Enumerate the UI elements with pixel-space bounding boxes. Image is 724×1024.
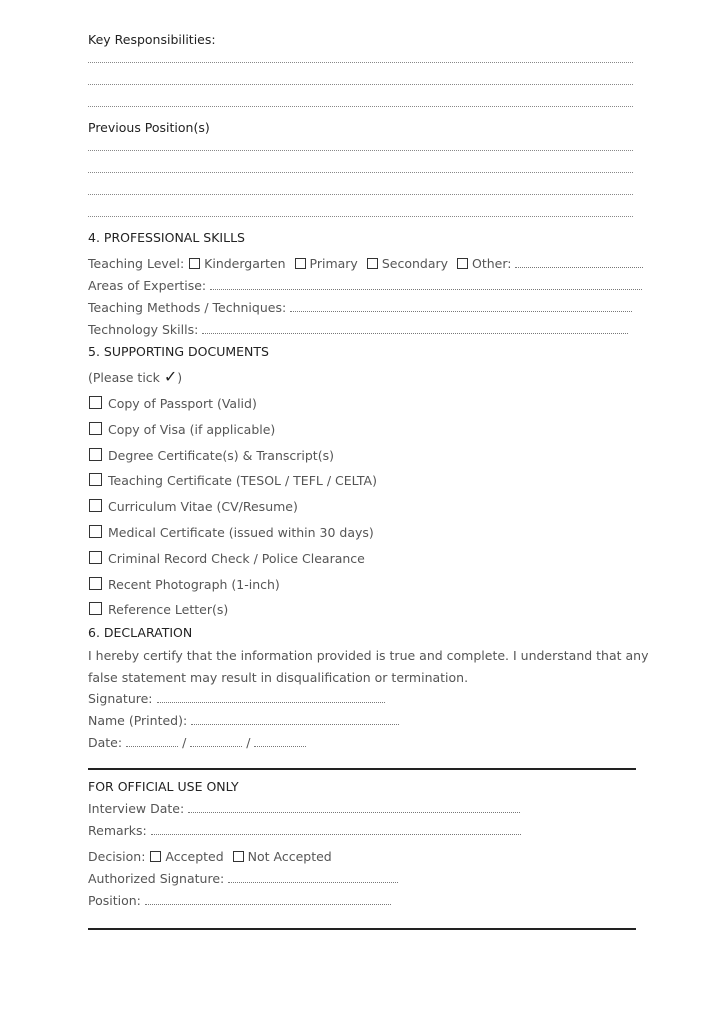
name-field[interactable] xyxy=(191,714,399,725)
date-month-field[interactable] xyxy=(190,736,242,747)
decision-label: Decision: xyxy=(88,849,146,864)
interview-date-row xyxy=(88,801,520,817)
document-checklist-item xyxy=(88,473,377,489)
document-checkbox[interactable] xyxy=(89,602,102,615)
remarks-label: Remarks: xyxy=(88,823,147,838)
document-checklist-item xyxy=(88,551,365,567)
other-field[interactable] xyxy=(515,257,643,268)
date-separator: / xyxy=(182,735,187,750)
primary-checkbox[interactable] xyxy=(295,258,306,269)
primary-label: Primary xyxy=(309,256,358,271)
date-row xyxy=(88,735,306,751)
methods-label: Teaching Methods / Techniques: xyxy=(88,300,287,315)
declaration-heading: 6. DECLARATION xyxy=(88,625,193,640)
areas-row xyxy=(88,278,642,294)
interview-date-field[interactable] xyxy=(188,802,520,813)
professional-skills-heading: 4. PROFESSIONAL SKILLS xyxy=(88,230,245,245)
document-checklist-item xyxy=(88,602,228,618)
previous-position-line-3[interactable] xyxy=(88,194,633,195)
document-label: Curriculum Vitae (CV/Resume) xyxy=(108,499,298,515)
remarks-field[interactable] xyxy=(151,824,521,835)
date-day-field[interactable] xyxy=(126,736,178,747)
methods-row xyxy=(88,300,632,316)
tick-instruction xyxy=(88,369,182,386)
tech-row xyxy=(88,322,628,338)
document-checklist-item xyxy=(88,525,374,541)
document-label: Criminal Record Check / Police Clearance xyxy=(108,550,365,566)
supporting-documents-heading: 5. SUPPORTING DOCUMENTS xyxy=(88,344,269,359)
document-checklist-item xyxy=(88,396,257,412)
document-checkbox[interactable] xyxy=(89,551,102,564)
authorized-signature-field[interactable] xyxy=(228,872,398,883)
areas-field[interactable] xyxy=(210,279,642,290)
date-separator: / xyxy=(246,735,251,750)
secondary-checkbox[interactable] xyxy=(367,258,378,269)
document-checklist-item xyxy=(88,499,298,515)
methods-field[interactable] xyxy=(290,301,632,312)
tick-instruction-end: ) xyxy=(177,370,183,385)
responsibility-line-2[interactable] xyxy=(88,84,633,85)
kindergarten-label: Kindergarten xyxy=(204,256,286,271)
signature-row xyxy=(88,691,385,707)
document-checkbox[interactable] xyxy=(89,448,102,461)
document-label: Recent Photograph (1-inch) xyxy=(108,576,280,592)
areas-label: Areas of Expertise: xyxy=(88,278,207,293)
official-use-heading: FOR OFFICIAL USE ONLY xyxy=(88,779,239,794)
bottom-divider xyxy=(88,928,636,930)
section-divider xyxy=(88,768,636,770)
other-checkbox[interactable] xyxy=(457,258,468,269)
document-label: Medical Certificate (issued within 30 days) xyxy=(108,525,374,540)
document-checklist-item xyxy=(88,577,280,593)
interview-date-label: Interview Date: xyxy=(88,801,185,816)
responsibility-line-1[interactable] xyxy=(88,62,633,63)
teaching-level-row xyxy=(88,256,643,272)
not-accepted-checkbox[interactable] xyxy=(233,851,244,862)
document-label: Degree Certificate(s) & Transcript(s) xyxy=(108,447,334,463)
document-checkbox[interactable] xyxy=(89,473,102,486)
decision-row xyxy=(88,849,332,865)
other-label: Other: xyxy=(472,256,512,271)
key-responsibilities-heading: Key Responsibilities: xyxy=(88,32,216,47)
position-row xyxy=(88,893,391,909)
position-label: Position: xyxy=(88,893,141,908)
tick-instruction-text: (Please tick xyxy=(88,370,160,385)
name-row xyxy=(88,713,399,729)
date-label: Date: xyxy=(88,735,123,750)
document-label: Teaching Certificate (TESOL / TEFL / CELTA) xyxy=(108,473,377,489)
tech-field[interactable] xyxy=(202,323,628,334)
secondary-label: Secondary xyxy=(381,256,449,271)
document-checkbox[interactable] xyxy=(89,577,102,590)
authorized-signature-row xyxy=(88,871,398,887)
previous-position-line-2[interactable] xyxy=(88,172,633,173)
tech-label: Technology Skills: xyxy=(88,322,199,337)
previous-position-line-1[interactable] xyxy=(88,150,633,151)
document-checklist-item xyxy=(88,448,334,464)
document-checkbox[interactable] xyxy=(89,525,102,538)
document-checkbox[interactable] xyxy=(89,396,102,409)
accepted-checkbox[interactable] xyxy=(150,851,161,862)
document-label: Reference Letter(s) xyxy=(108,602,229,618)
previous-position-line-4[interactable] xyxy=(88,216,633,217)
teaching-level-label: Teaching Level: xyxy=(88,256,185,271)
kindergarten-checkbox[interactable] xyxy=(189,258,200,269)
responsibility-line-3[interactable] xyxy=(88,106,633,107)
declaration-text-1: I hereby certify that the information provided is true and complete. I understand that any xyxy=(88,648,649,663)
signature-label: Signature: xyxy=(88,691,153,706)
accepted-label: Accepted xyxy=(165,849,224,864)
checkmark-icon: ✓ xyxy=(163,367,178,386)
document-checklist-item xyxy=(88,422,275,438)
date-year-field[interactable] xyxy=(254,736,306,747)
name-label: Name (Printed): xyxy=(88,713,188,728)
not-accepted-label: Not Accepted xyxy=(247,849,332,864)
document-label: Copy of Visa (if applicable) xyxy=(108,421,276,437)
document-checkbox[interactable] xyxy=(89,499,102,512)
signature-field[interactable] xyxy=(157,692,385,703)
previous-positions-heading: Previous Position(s) xyxy=(88,120,210,135)
authorized-signature-label: Authorized Signature: xyxy=(88,871,225,886)
declaration-text-2: false statement may result in disqualification or termination. xyxy=(88,670,469,685)
document-label: Copy of Passport (Valid) xyxy=(108,396,257,411)
document-checkbox[interactable] xyxy=(89,422,102,435)
remarks-row xyxy=(88,823,521,839)
position-field[interactable] xyxy=(145,894,391,905)
